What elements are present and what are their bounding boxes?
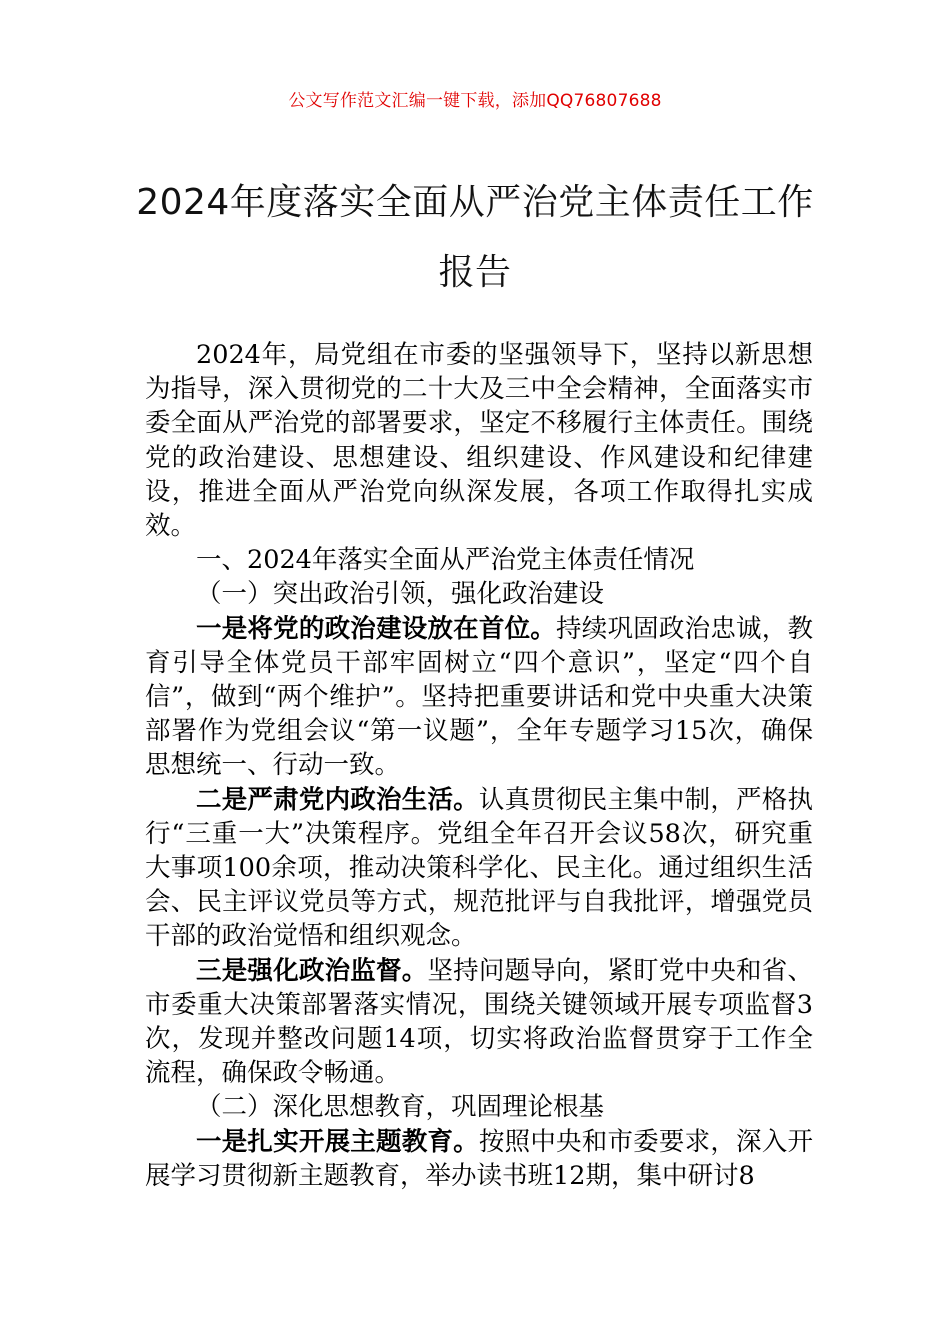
document-title-line-2: 报告 [438,252,512,293]
section-heading-1: 一、2024年落实全面从严治党主体责任情况 [196,545,695,576]
header-download-note: 公文写作范文汇编一键下载，添加QQ76807688 [288,91,662,111]
subsection-heading-2: （二）深化思想教育，巩固理论根基 [196,1092,605,1123]
paragraph-political-supervision: 三是强化政治监督。坚持问题导向，紧盯党中央和省、市委重大决策部署落实情况，围绕关键领域开展专项监督3次，发现并整改问题14项，切实将政治监督贯穿于工作全流程，确保政令畅通。 [145,955,813,1089]
document-title-line-1: 2024年度落实全面从严治党主体责任工作 [136,182,814,223]
paragraph-party-life: 二是严肃党内政治生活。认真贯彻民主集中制，严格执行“三重一大”决策程序。党组全年召开会议58次，研究重大事项100余项，推动决策科学化、民主化。通过组织生活会、民主评议党员等方式，规范批评与自我批评，增强党员干部的政治觉悟和组织观念。 [145,784,813,952]
paragraph-political-building: 一是将党的政治建设放在首位。持续巩固政治忠诚，教育引导全体党员干部牢固树立“四个意识”，坚定“四个自信”，做到“两个维护”。坚持把重要讲话和党中央重大决策部署作为党组会议“第一议题”，全年专题学习15次，确保思想统一、行动一致。 [145,613,813,781]
paragraph-intro: 2024年，局党组在市委的坚强领导下，坚持以新思想为指导，深入贯彻党的二十大及三中全会精神，全面落实市委全面从严治党的部署要求，坚定不移履行主体责任。围绕党的政治建设、思想建设、组织建设、作风建设和纪律建设，推进全面从严治党向纵深发展，各项工作取得扎实成效。 [145,340,813,542]
subsection-heading-1: （一）突出政治引领，强化政治建设 [196,579,605,610]
document-body [145,338,813,1193]
paragraph-theme-education: 一是扎实开展主题教育。按照中央和市委要求，深入开展学习贯彻新主题教育，举办读书班12期，集中研讨8 [145,1126,813,1191]
